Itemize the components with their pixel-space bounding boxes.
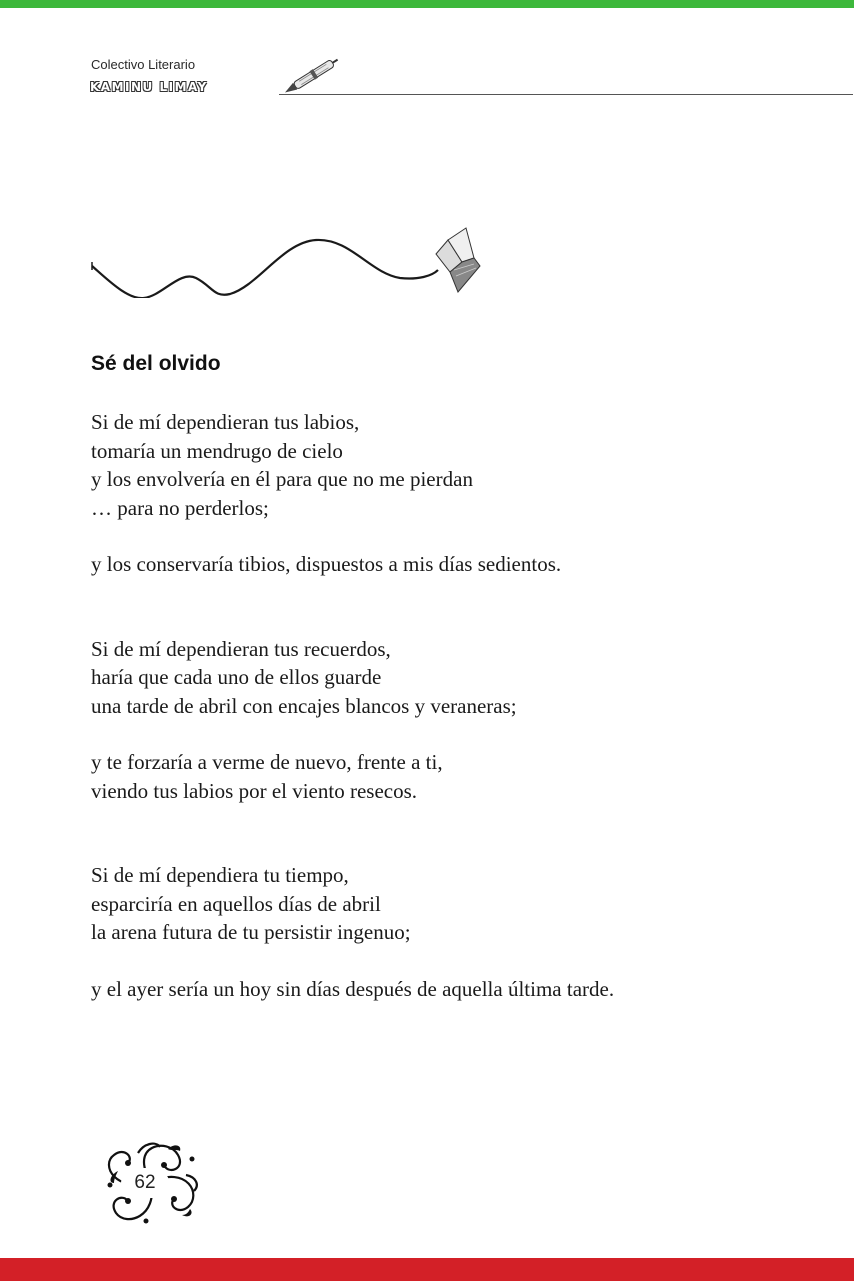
stanza-2 [91, 550, 811, 579]
stanza-4 [91, 748, 811, 805]
poem-line: y los envolvería en él para que no me pierdan [91, 467, 473, 491]
flying-book-wave-icon [88, 218, 488, 298]
poem-line: haría que cada uno de ellos guarde [91, 665, 382, 689]
stanza-5 [91, 861, 811, 947]
poem-line: y el ayer sería un hoy sin días después de aquella última tarde. [91, 976, 615, 1001]
poem-line: una tarde de abril con encajes blancos y veraneras; [91, 693, 517, 718]
poem-line: viendo tus labios por el viento resecos. [91, 778, 418, 803]
poem-line: Si de mí dependieran tus labios, [91, 410, 360, 434]
poem-line: y te forzaría a verme de nuevo, frente a ti, [91, 750, 443, 774]
poem-line: la arena futura de tu persistir ingenuo; [91, 920, 411, 944]
poem-line: Si de mí dependieran tus recuerdos, [91, 636, 391, 661]
poem-line: y los conservaría tibios, dispuestos a mis días sedientos. [91, 552, 562, 576]
stanza-1 [91, 408, 811, 522]
bottom-accent-bar [0, 1258, 854, 1281]
poem-line: tomaría un mendrugo de cielo [91, 438, 343, 463]
stanza-3 [91, 635, 811, 721]
stanza-6 [91, 975, 811, 1004]
poem-body [91, 408, 811, 1003]
header-kicker: Colectivo Literario [91, 57, 196, 72]
fountain-pen-icon [278, 54, 348, 96]
poem-title: Sé del olvido [91, 352, 221, 375]
poem-line: esparciría en aquellos días de abril [91, 891, 381, 916]
top-accent-bar [0, 0, 854, 8]
poem-line: … para no perderlos; [91, 495, 269, 520]
page-number: 62 [121, 1168, 169, 1198]
poem-line: Si de mí dependiera tu tiempo, [91, 863, 349, 887]
header-brand: KAMINU LIMAY [90, 80, 208, 94]
header-rule [279, 94, 853, 95]
